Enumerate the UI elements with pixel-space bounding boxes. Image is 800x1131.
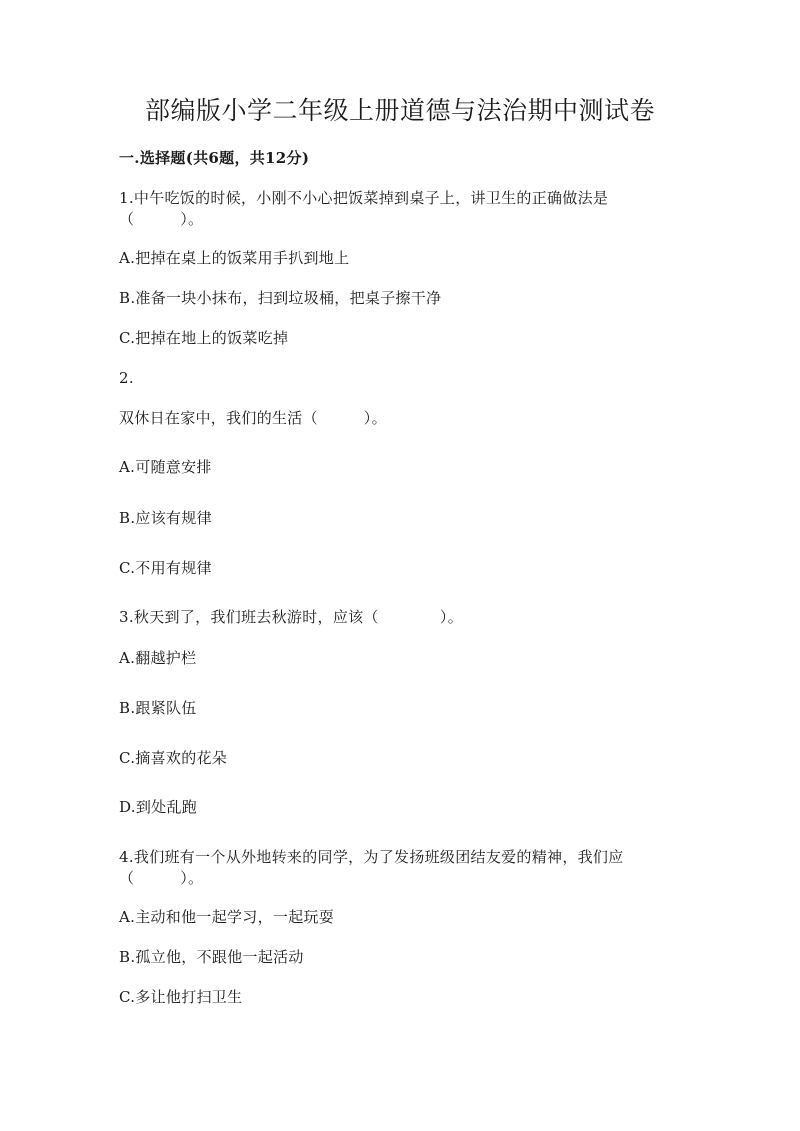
question-1-option-c: C.把掉在地上的饭菜吃掉 (119, 329, 289, 347)
section-heading: 一.选择题(共6题，共12分) (119, 149, 310, 167)
question-4-blank: （ ）。 (119, 869, 204, 887)
page-title: 部编版小学二年级上册道德与法治期中测试卷 (144, 96, 655, 125)
question-2-number: 2. (119, 369, 134, 387)
question-4-option-c: C.多让他打扫卫生 (119, 988, 243, 1006)
question-3-option-b: B.跟紧队伍 (119, 699, 197, 717)
question-2-text: 双休日在家中，我们的生活（ ）。 (119, 409, 387, 427)
question-2-option-a: A.可随意安排 (119, 458, 212, 476)
question-3-option-d: D.到处乱跑 (119, 798, 198, 816)
question-1-text: 1.中午吃饭的时候，小刚不小心把饭菜掉到桌子上，讲卫生的正确做法是 (119, 189, 609, 207)
question-1-blank: （ ）。 (119, 210, 204, 228)
question-3-option-a: A.翻越护栏 (119, 649, 197, 667)
question-1-option-a: A.把掉在桌上的饭菜用手扒到地上 (119, 249, 350, 267)
question-1-option-b: B.准备一块小抹布，扫到垃圾桶，把桌子擦干净 (119, 289, 442, 307)
question-3-option-c: C.摘喜欢的花朵 (119, 749, 228, 767)
question-4-option-a: A.主动和他一起学习，一起玩耍 (119, 908, 335, 926)
question-3-text: 3.秋天到了，我们班去秋游时，应该（ ）。 (119, 608, 464, 626)
question-2-option-b: B.应该有规律 (119, 509, 212, 527)
question-2-option-c: C.不用有规律 (119, 559, 212, 577)
question-4-option-b: B.孤立他，不跟他一起活动 (119, 948, 304, 966)
question-4-text: 4.我们班有一个从外地转来的同学，为了发扬班级团结友爱的精神，我们应 (119, 848, 624, 866)
